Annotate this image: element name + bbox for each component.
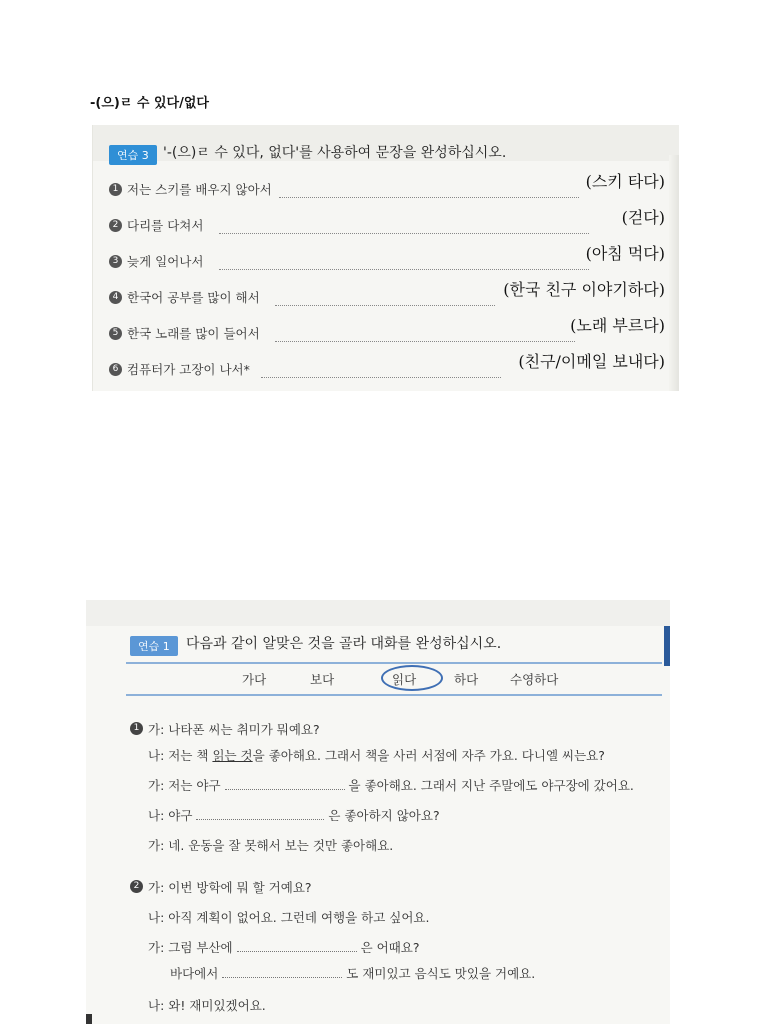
dialog-number: 2 bbox=[130, 880, 143, 893]
dialog-line bbox=[148, 746, 605, 764]
item-number: 5 bbox=[109, 327, 122, 340]
dialog-text: 은 좋아하지 않아요? bbox=[328, 808, 440, 823]
exercise-item bbox=[109, 316, 669, 349]
dialog-line: 나: 와! 재미있겠어요. bbox=[148, 998, 266, 1013]
item-number: 6 bbox=[109, 363, 122, 376]
dialog-text: 바다에서 bbox=[170, 966, 219, 981]
answer-blank[interactable] bbox=[196, 807, 324, 820]
item-text: 한국어 공부를 많이 해서 bbox=[127, 290, 260, 305]
answer-blank[interactable] bbox=[261, 377, 501, 378]
exercise-badge: 연습 1 bbox=[130, 636, 178, 656]
word-option: 수영하다 bbox=[510, 672, 559, 687]
dialog-text: 을 좋아해요. 그래서 지난 주말에도 야구장에 갔어요. bbox=[348, 778, 634, 793]
item-text: 저는 스키를 배우지 않아서 bbox=[127, 182, 272, 197]
item-number: 1 bbox=[109, 183, 122, 196]
answer-blank[interactable] bbox=[275, 341, 575, 342]
example-answer: 읽는 것 bbox=[212, 748, 253, 763]
scan-edge-mark bbox=[86, 1014, 92, 1024]
word-option: 보다 bbox=[310, 672, 335, 687]
dialog-text: 나: 야구 bbox=[148, 808, 193, 823]
exercise-3-scan bbox=[92, 125, 679, 391]
item-hint: (걷다) bbox=[621, 208, 665, 227]
dialog-text: 을 좋아해요. 그래서 책을 사러 서점에 자주 가요. 다니엘 씨는요? bbox=[252, 748, 605, 763]
dialog-line: 가: 이번 방학에 뭐 할 거예요? bbox=[148, 880, 312, 895]
exercise-item bbox=[109, 280, 669, 313]
dialog-line bbox=[148, 776, 634, 794]
exercise-1-scan bbox=[86, 600, 670, 1024]
exercise-item bbox=[109, 352, 669, 385]
item-number: 2 bbox=[109, 219, 122, 232]
item-number: 4 bbox=[109, 291, 122, 304]
item-hint: (친구/이메일 보내다) bbox=[518, 352, 665, 371]
item-hint: (노래 부르다) bbox=[570, 316, 665, 335]
dialog-text: 가: 그럼 부산에 bbox=[148, 940, 233, 955]
answer-blank[interactable] bbox=[219, 233, 589, 234]
exercise-item bbox=[109, 208, 669, 241]
word-option: 읽다 bbox=[392, 672, 417, 687]
dialog-text: 도 재미있고 음식도 맛있을 거예요. bbox=[346, 966, 536, 981]
dialog-number: 1 bbox=[130, 722, 143, 735]
item-number: 3 bbox=[109, 255, 122, 268]
page-heading: -(으)ㄹ 수 있다/없다 bbox=[90, 96, 209, 111]
word-option: 하다 bbox=[454, 672, 479, 687]
dialog-line: 나: 아직 계획이 없어요. 그런데 여행을 하고 싶어요. bbox=[148, 910, 430, 925]
item-hint: (스키 타다) bbox=[585, 172, 665, 191]
exercise-instruction: 다음과 같이 알맞은 것을 골라 대화를 완성하십시오. bbox=[186, 636, 502, 652]
dialog-line: 가: 네. 운동을 잘 못해서 보는 것만 좋아해요. bbox=[148, 838, 394, 853]
dialog-line: 가: 나타폰 씨는 취미가 뭐예요? bbox=[148, 722, 320, 737]
exercise-instruction: '-(으)ㄹ 수 있다, 없다'를 사용하여 문장을 완성하십시오. bbox=[163, 145, 507, 161]
dialog-line bbox=[148, 938, 420, 956]
answer-blank[interactable] bbox=[222, 965, 342, 978]
answer-blank[interactable] bbox=[279, 197, 579, 198]
item-hint: (아침 먹다) bbox=[585, 244, 665, 263]
item-text: 컴퓨터가 고장이 나서* bbox=[127, 362, 250, 377]
dialog-line bbox=[170, 964, 535, 982]
exercise-item bbox=[109, 244, 669, 277]
word-bank bbox=[126, 662, 662, 696]
dialog-line bbox=[148, 806, 440, 824]
answer-blank[interactable] bbox=[219, 269, 589, 270]
item-text: 한국 노래를 많이 들어서 bbox=[127, 326, 260, 341]
dialog-text: 은 어때요? bbox=[360, 940, 420, 955]
dialog-text: 가: 저는 야구 bbox=[148, 778, 221, 793]
word-option: 가다 bbox=[242, 672, 267, 687]
answer-blank[interactable] bbox=[225, 777, 345, 790]
item-text: 늦게 일어나서 bbox=[127, 254, 204, 269]
exercise-badge: 연습 3 bbox=[109, 145, 157, 165]
item-text: 다리를 다쳐서 bbox=[127, 218, 204, 233]
answer-blank[interactable] bbox=[237, 939, 357, 952]
exercise-item bbox=[109, 172, 669, 205]
dialog-text: 나: 저는 책 bbox=[148, 748, 213, 763]
answer-blank[interactable] bbox=[275, 305, 495, 306]
item-hint: (한국 친구 이야기하다) bbox=[503, 280, 665, 299]
